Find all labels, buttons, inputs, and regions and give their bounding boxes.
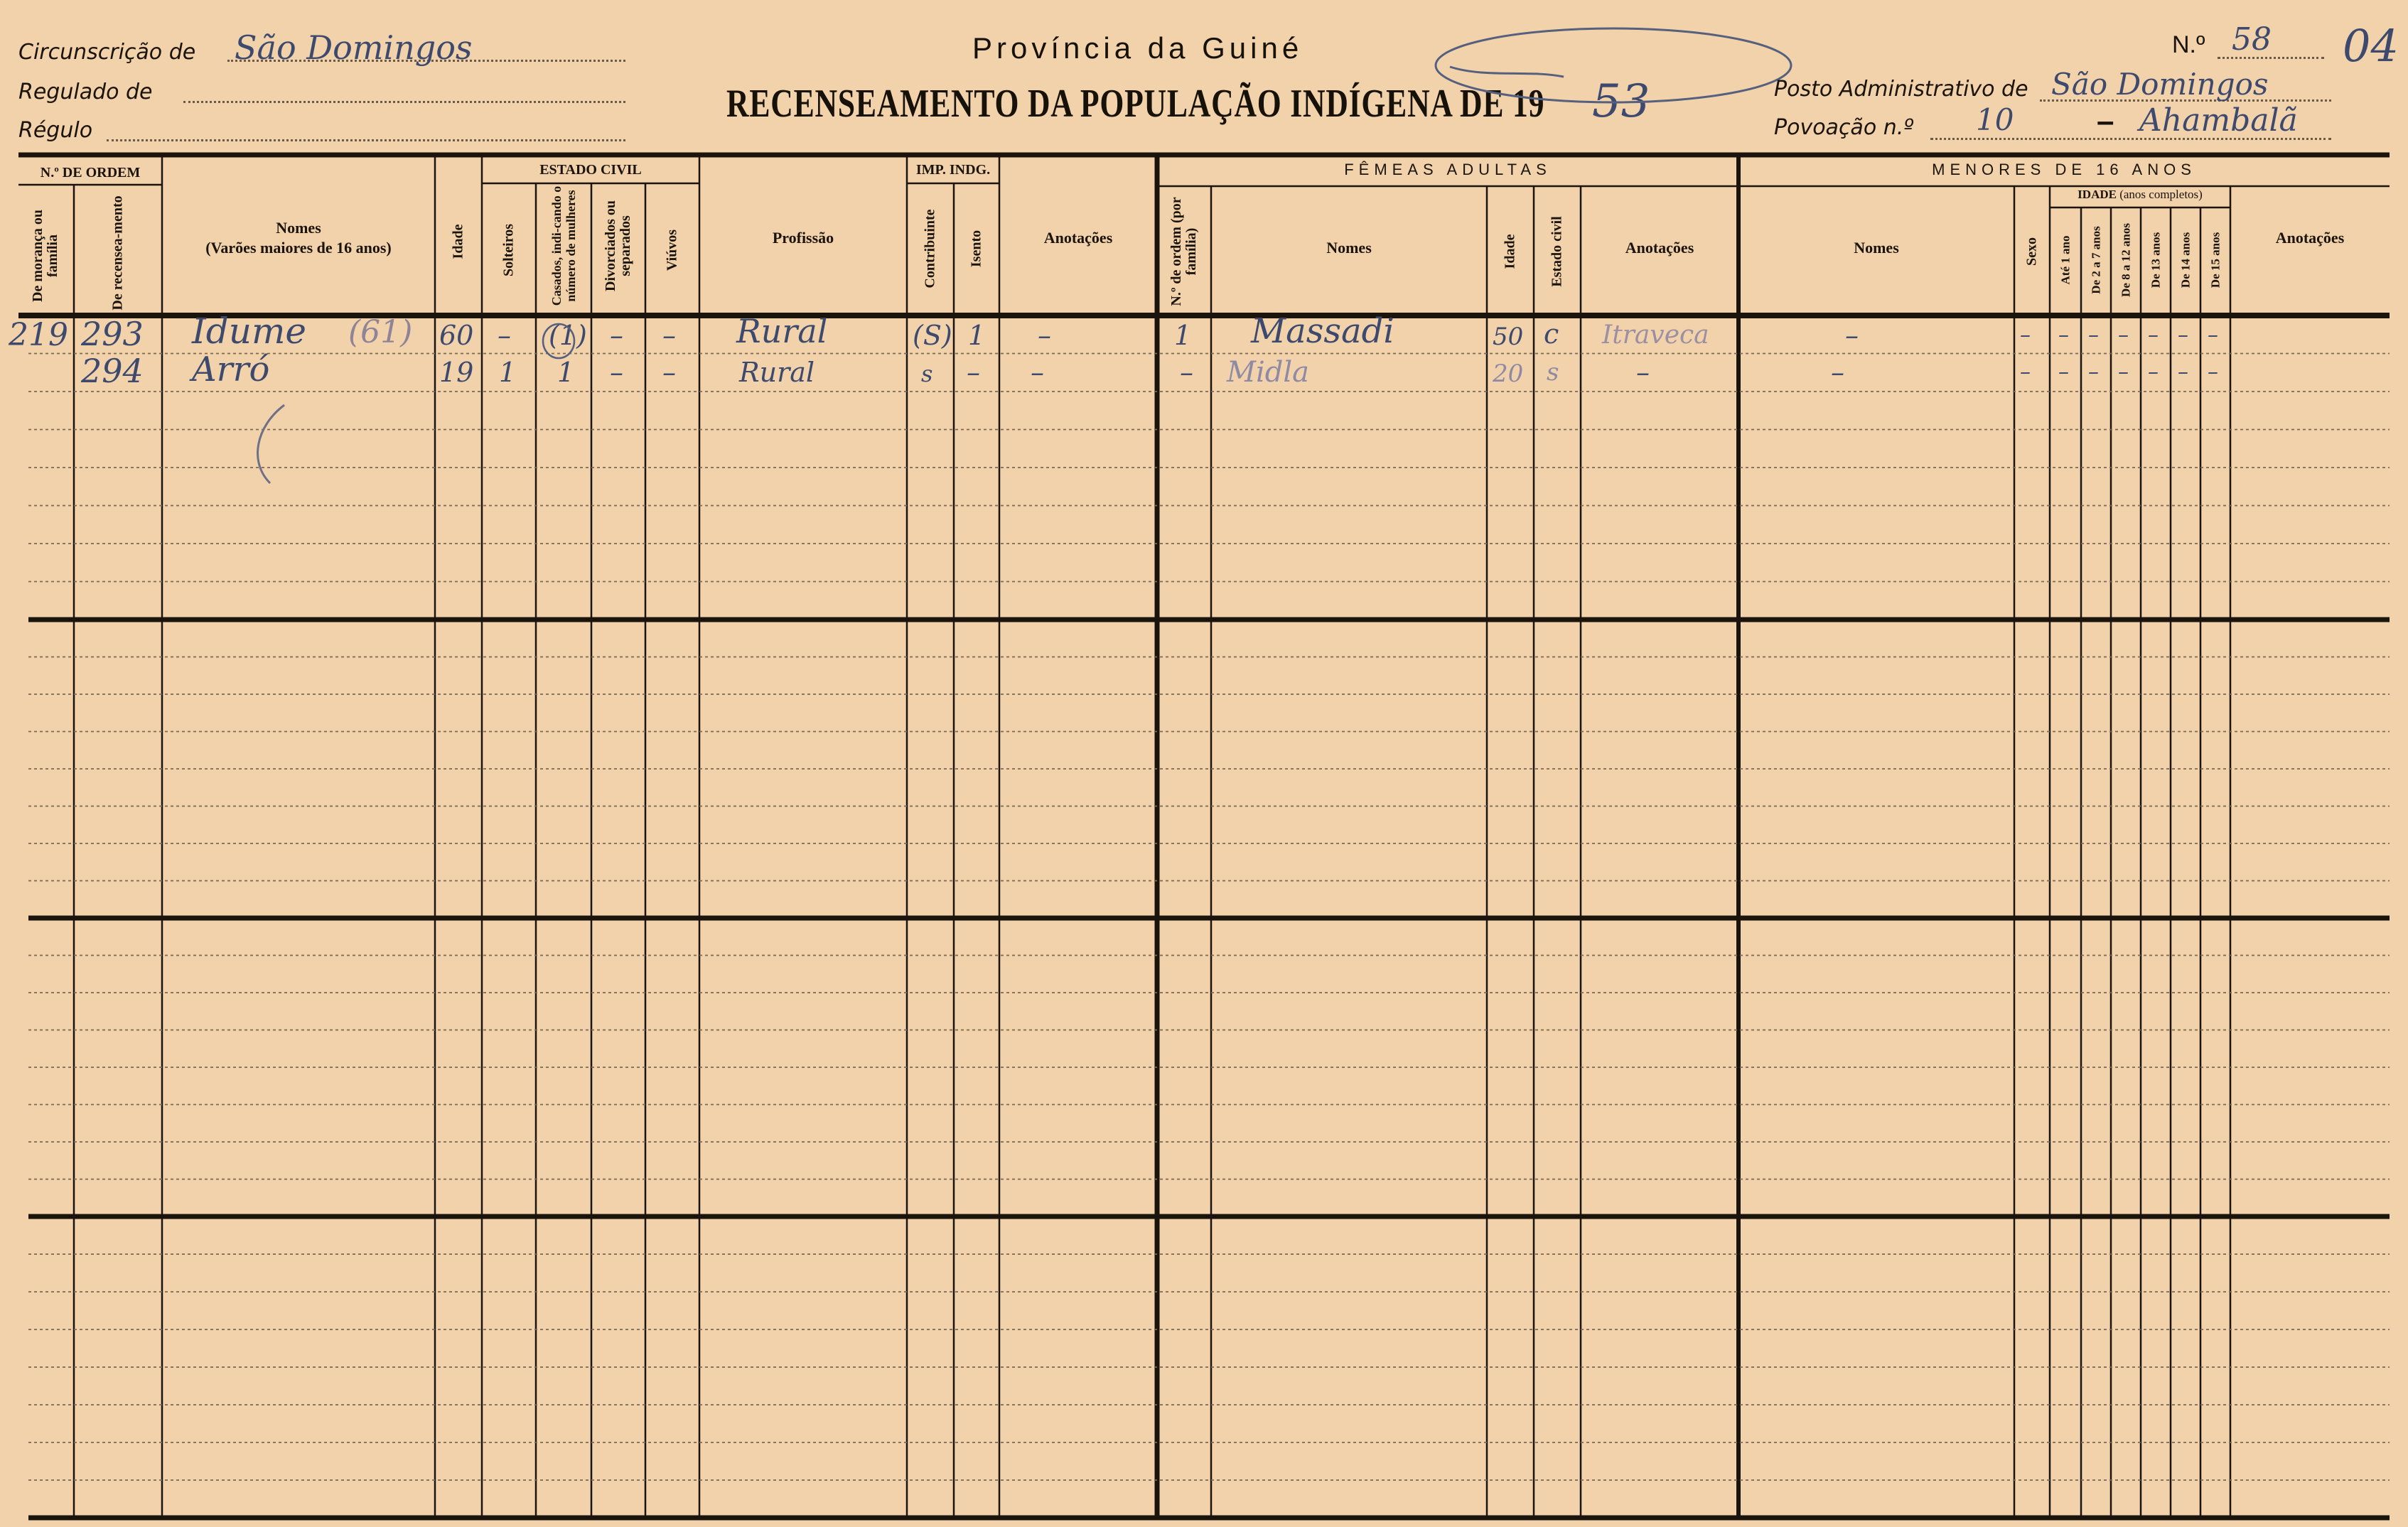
row2-m-nome[interactable]: – [1831,357,1844,388]
circle-mark-casados [534,320,584,362]
row1-f-anotacoes[interactable]: Itraveca [1602,320,1709,350]
header-menores-group: MENORES DE 16 ANOS [1932,161,2196,178]
row1-isento[interactable]: 1 [968,320,986,351]
header-de15: De 15 anos [2208,232,2222,288]
povoacao-dash: – [2097,104,2114,139]
row2-f-nome[interactable]: Midla [1227,356,1309,389]
posto-value[interactable]: São Domingos [2051,67,2269,102]
row2-profissao[interactable]: Rural [739,357,815,388]
row1-f-idade[interactable]: 50 [1493,323,1524,351]
row1-f-ordem[interactable]: 1 [1174,320,1192,351]
row2-f-estado[interactable]: s [1547,358,1559,387]
idade-group-label: IDADE [2078,188,2117,201]
row1-divorciados[interactable]: – [610,320,623,351]
row2-divorciados[interactable]: – [610,357,623,388]
povoacao-name[interactable]: Ahambalã [2139,102,2298,139]
header-femeas-group: FÊMEAS ADULTAS [1344,161,1552,178]
header-idade-group [2050,188,2230,202]
header-solteiros: Solteiros [500,223,517,277]
regulado-label: Regulado de [18,80,153,104]
row2-m-13[interactable]: – [2148,360,2159,384]
header-anotacoes: Anotações [1043,229,1113,247]
row1-f-estado[interactable]: c [1544,318,1559,350]
row2-idade[interactable]: 19 [439,357,474,388]
povoacao-label: Povoação n.º [1774,115,1914,140]
form-title: RECENSEAMENTO DA POPULAÇÃO INDÍGENA DE 19 [726,82,1545,126]
header-idade: Idade [450,224,466,259]
header-casados: Casados, indi-cando o número de mulheres [549,185,578,306]
header-estado-civil-group: ESTADO CIVIL [539,162,642,178]
header-de-recenseamento: De recensea-mento [109,195,126,311]
row1-viuvos[interactable]: – [662,320,676,351]
row2-isento[interactable]: – [967,357,980,388]
row1-m-8a12[interactable]: – [2118,323,2129,347]
row1-m-nome[interactable]: – [1845,320,1859,351]
header-de13: De 13 anos [2149,232,2163,288]
header-ordem-group: N.º DE ORDEM [40,165,141,180]
row1-m-sexo[interactable]: – [2020,323,2031,347]
header-nomes: Nomes [276,219,321,237]
pencil-curve-mark [242,398,327,497]
circunscricao-value[interactable]: São Domingos [235,28,473,67]
row2-m-8a12[interactable]: – [2118,360,2129,384]
header-de-moranca: De morança ou família [30,210,60,302]
header-f-anotacoes: Anotações [1625,239,1694,257]
row1-m-13[interactable]: – [2148,323,2159,347]
povoacao-number[interactable]: 10 [1976,102,2014,137]
row1-contribuinte[interactable]: (S) [913,320,952,351]
header-f-idade: Idade [1502,234,1518,269]
header-f-ordem: N.º de ordem (por família) [1168,197,1199,306]
row2-contribuinte[interactable]: s [921,360,933,387]
idade-group-sub: (anos completos) [2119,188,2203,201]
number-label: N.º [2172,31,2205,58]
header-viuvos: Viúvos [664,229,680,271]
row2-recenseamento[interactable]: 294 [81,352,144,390]
header-m-nomes: Nomes [1854,239,1899,257]
row1-m-2a7[interactable]: – [2088,323,2099,347]
header-nomes-sub: (Varões maiores de 16 anos) [205,239,392,257]
row1-recenseamento[interactable]: 293 [81,315,144,353]
header-f-nomes: Nomes [1326,239,1372,257]
regulo-label: Régulo [18,118,93,143]
header-divorciados: Divorciados ou separados [603,200,633,291]
number-value[interactable]: 58 [2232,21,2272,58]
row2-casados[interactable]: 1 [557,357,575,388]
row1-solteiros[interactable]: – [498,320,511,351]
row2-m-sexo[interactable]: – [2020,360,2031,384]
header-contribuinte: Contribuinte [922,209,938,288]
row2-m-14[interactable]: – [2178,360,2188,384]
header-imp-group: IMP. INDG. [915,162,991,178]
row1-m-14[interactable]: – [2178,323,2188,347]
header-de2a7: De 2 a 7 anos [2089,226,2103,294]
row1-casados[interactable]: (1) [549,320,587,351]
header-m-anotacoes: Anotações [2275,229,2345,247]
row1-nome-note: (61) [348,314,413,350]
header-m-sexo: Sexo [2023,237,2040,266]
header-profissao: Profissão [772,229,834,247]
row1-m-ate1[interactable]: – [2058,323,2069,347]
row2-viuvos[interactable]: – [662,357,676,388]
posto-label: Posto Administrativo de [1774,77,2028,102]
row2-m-ate1[interactable]: – [2058,360,2069,384]
row1-anotacoes[interactable]: – [1038,320,1051,351]
row2-m-2a7[interactable]: – [2088,360,2099,384]
row1-profissao[interactable]: Rural [736,312,828,350]
row1-m-15[interactable]: – [2208,323,2218,347]
corner-mark: 04 [2343,20,2399,72]
header-f-estado: Estado civil [1549,216,1565,287]
row2-solteiros[interactable]: 1 [499,357,517,388]
row1-f-nome[interactable]: Massadi [1251,311,1394,351]
row2-f-idade[interactable]: 20 [1493,360,1524,388]
year-suffix[interactable]: 53 [1592,75,1650,128]
row1-nome[interactable]: Idume [192,311,306,352]
row1-moranca[interactable]: 219 [9,317,68,353]
row2-f-anotacoes[interactable]: – [1636,357,1650,388]
row2-nome[interactable]: Arró [192,350,270,389]
header-de14: De 14 anos [2178,232,2193,288]
header-ate1: Até 1 ano [2058,235,2073,285]
row1-idade[interactable]: 60 [439,320,474,351]
header-de8a12: De 8 a 12 anos [2119,223,2133,297]
row2-m-15[interactable]: – [2208,360,2218,384]
circunscricao-label: Circunscrição de [18,40,196,65]
header-isento: Isento [968,230,984,268]
row2-f-ordem[interactable]: – [1180,357,1193,388]
row2-anotacoes[interactable]: – [1031,357,1044,388]
province-heading: Província da Guiné [972,31,1304,65]
